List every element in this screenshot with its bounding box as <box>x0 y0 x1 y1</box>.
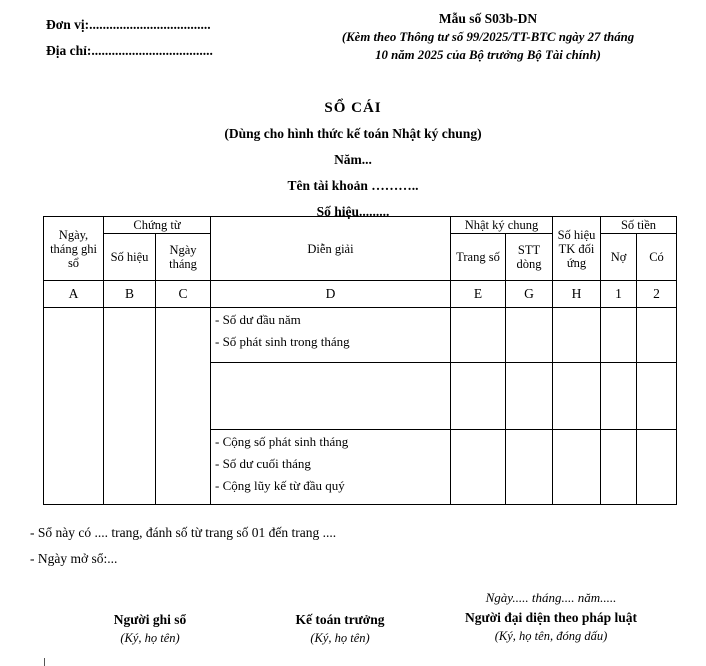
document-header <box>0 0 706 92</box>
page-subtitle: (Dùng cho hình thức kế toán Nhật ký chung) <box>224 126 482 141</box>
col-letter-g: G <box>506 281 553 308</box>
col-letter-d: D <box>211 281 451 308</box>
year-field: Năm... <box>334 152 372 167</box>
signature-legal-representative <box>432 588 670 646</box>
circular-line-1: (Kèm theo Thông tư số 99/2025/TT-BTC ngày 27 tháng <box>341 30 635 44</box>
cell-contra-account[interactable] <box>553 430 601 505</box>
recorder-hint: (Ký, họ tên) <box>120 631 180 645</box>
th-date-recorded: Ngày, tháng ghi sổ <box>44 217 104 281</box>
legal-rep-role: Người đại diện theo pháp luật <box>465 610 637 625</box>
th-journal-page: Trang số <box>451 234 506 281</box>
signature-date-line: Ngày..... tháng.... năm..... <box>485 590 617 605</box>
col-letter-h: H <box>553 281 601 308</box>
footer-notes <box>30 520 630 572</box>
header-row-group <box>44 217 677 234</box>
th-amount-group: Số tiền <box>601 217 677 234</box>
chief-accountant-hint: (Ký, họ tên) <box>310 631 370 645</box>
cell-voucher-date[interactable] <box>156 308 211 505</box>
col-letter-1: 1 <box>601 281 637 308</box>
cell-journal-line[interactable] <box>506 430 553 505</box>
col-letter-a: A <box>44 281 104 308</box>
chief-accountant-role: Kế toán trưởng <box>295 612 385 627</box>
page-edge-mark <box>44 658 45 666</box>
cell-journal-page[interactable] <box>451 430 506 505</box>
signature-chief-accountant <box>250 610 430 648</box>
desc-line: - Cộng lũy kế từ đầu quý <box>215 478 345 493</box>
cell-journal-page[interactable] <box>451 308 506 363</box>
cell-journal-line[interactable] <box>506 308 553 363</box>
th-journal-line: STT dòng <box>506 234 553 281</box>
cell-amount-credit[interactable] <box>637 430 677 505</box>
cell-date-recorded[interactable] <box>44 308 104 505</box>
cell-description-opening[interactable] <box>211 308 451 363</box>
form-code-block <box>278 10 698 64</box>
address-field: Địa chỉ:.................................... <box>46 43 213 58</box>
cell-amount-credit[interactable] <box>637 308 677 363</box>
desc-line: - Số dư đầu năm <box>215 312 301 327</box>
signature-recorder <box>60 610 240 648</box>
column-letter-row <box>44 281 677 308</box>
col-letter-e: E <box>451 281 506 308</box>
th-description: Diễn giải <box>211 217 451 281</box>
table-body <box>44 308 677 505</box>
account-code-field: Số hiệu......... <box>316 204 390 219</box>
form-code: Mẫu số S03b-DN <box>438 11 538 26</box>
desc-line: - Số dư cuối tháng <box>215 456 311 471</box>
note-open-date: - Ngày mở sổ:... <box>30 551 118 566</box>
recorder-role: Người ghi sổ <box>113 612 187 627</box>
desc-line: - Cộng số phát sinh tháng <box>215 434 349 449</box>
col-letter-c: C <box>156 281 211 308</box>
th-amount-debit: Nợ <box>601 234 637 281</box>
title-block <box>0 96 706 224</box>
unit-field: Đơn vị:.................................... <box>46 17 211 32</box>
cell-contra-account[interactable] <box>553 308 601 363</box>
cell-amount-debit[interactable] <box>601 363 637 430</box>
note-page-count: - Sổ này có .... trang, đánh số từ trang số 01 đến trang .... <box>30 525 337 540</box>
cell-journal-page[interactable] <box>451 363 506 430</box>
th-journal-group: Nhật ký chung <box>451 217 553 234</box>
page-title: SỔ CÁI <box>324 100 382 116</box>
cell-amount-debit[interactable] <box>601 308 637 363</box>
unit-info-block <box>46 12 306 64</box>
cell-description-entries[interactable] <box>211 363 451 430</box>
th-voucher-date: Ngày tháng <box>156 234 211 281</box>
table-row[interactable] <box>44 308 677 363</box>
table-head <box>44 217 677 308</box>
col-letter-2: 2 <box>637 281 677 308</box>
circular-line-2: 10 năm 2025 của Bộ trưởng Bộ Tài chính) <box>375 48 601 62</box>
account-name-field: Tên tài khoản ……….. <box>287 178 419 193</box>
th-contra-account: Số hiệu TK đối ứng <box>553 217 601 281</box>
th-voucher-number: Số hiệu <box>104 234 156 281</box>
col-letter-b: B <box>104 281 156 308</box>
cell-amount-credit[interactable] <box>637 363 677 430</box>
ledger-table <box>43 216 677 505</box>
th-voucher-group: Chứng từ <box>104 217 211 234</box>
cell-voucher-number[interactable] <box>104 308 156 505</box>
cell-contra-account[interactable] <box>553 363 601 430</box>
th-amount-credit: Có <box>637 234 677 281</box>
cell-journal-line[interactable] <box>506 363 553 430</box>
cell-amount-debit[interactable] <box>601 430 637 505</box>
cell-description-totals[interactable] <box>211 430 451 505</box>
desc-line: - Số phát sinh trong tháng <box>215 334 350 349</box>
legal-rep-hint: (Ký, họ tên, đóng dấu) <box>494 629 608 643</box>
signature-area <box>0 588 706 666</box>
